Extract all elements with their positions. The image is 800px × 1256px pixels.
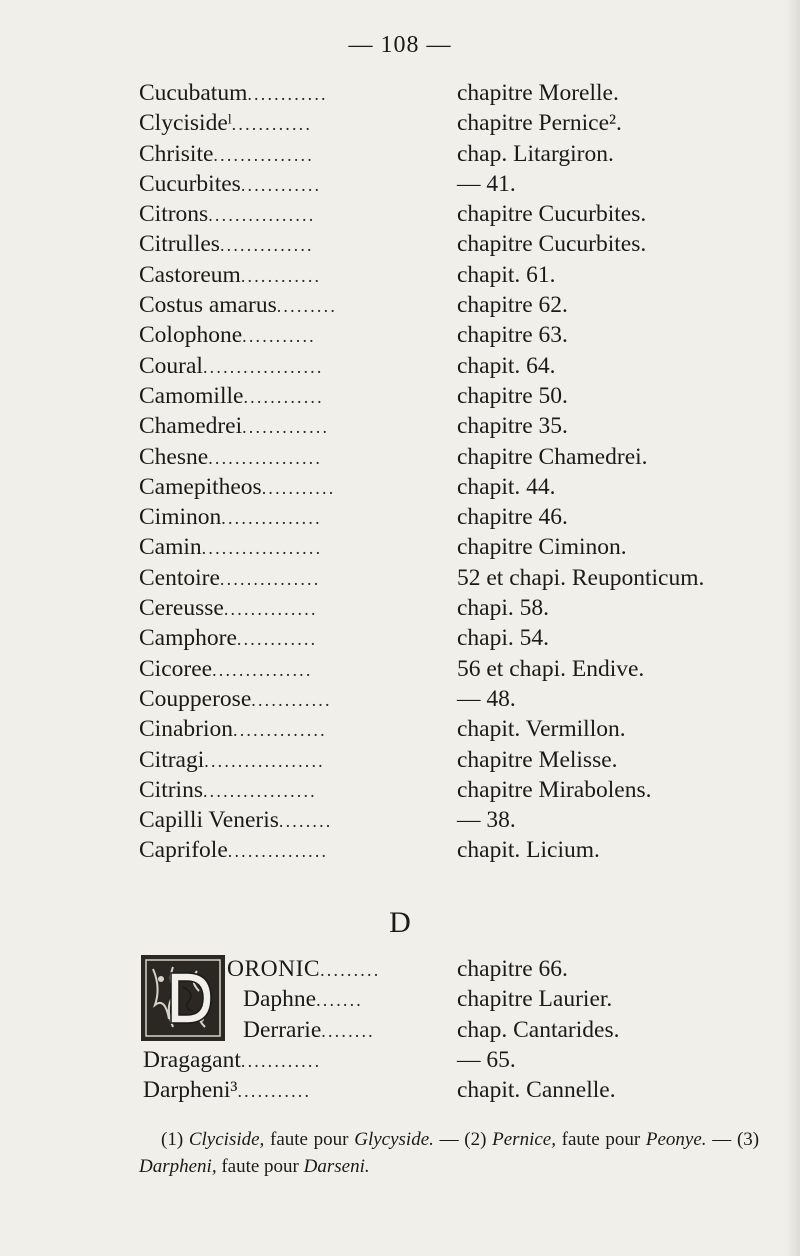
- index-reference: 52 et chapi. Reuponticum.: [457, 564, 705, 591]
- index-term: Citrulles: [139, 231, 220, 258]
- index-term: Camomille: [139, 382, 244, 409]
- index-term: Citragi: [139, 746, 205, 773]
- leader-dots: ............: [240, 1050, 322, 1071]
- index-entry: [139, 807, 779, 837]
- index-term: Coupperose: [139, 685, 252, 712]
- index-reference: chapitre Pernice².: [457, 110, 622, 137]
- index-reference: — 65.: [457, 1046, 516, 1073]
- index-entry: [139, 80, 779, 110]
- index-entry: [139, 322, 779, 352]
- footnote-1-term: Clyciside,: [188, 1129, 265, 1150]
- index-entry: [139, 565, 779, 595]
- index-reference: chapitre 50.: [457, 382, 568, 409]
- leader-dots: ...........: [261, 477, 336, 498]
- index-term: Colophone: [139, 322, 243, 349]
- index-entry: [139, 837, 779, 867]
- index-reference: chapit. Licium.: [457, 837, 600, 864]
- leader-dots: ........: [321, 1020, 375, 1041]
- leader-dots: ...........: [237, 1081, 312, 1102]
- leader-dots: ...............: [227, 841, 329, 862]
- leader-dots: ................: [208, 205, 316, 226]
- index-reference: — 41.: [457, 170, 516, 197]
- index-entry: [139, 956, 779, 986]
- index-term: Cucurbites: [139, 170, 241, 197]
- index-reference: chapitre Cucurbites.: [457, 231, 647, 258]
- leader-dots: ............: [251, 689, 332, 710]
- index-entry: [139, 747, 779, 777]
- index-reference: chapitre 66.: [457, 956, 568, 982]
- leader-dots: .................: [202, 780, 317, 801]
- index-entry: [139, 595, 779, 625]
- footnote-3-term: Darpheni,: [139, 1156, 217, 1177]
- index-entry: [139, 1017, 779, 1047]
- index-term: Chrisite: [139, 140, 214, 167]
- index-term: Clycisideˡ: [139, 110, 232, 137]
- index-entry: [139, 262, 779, 292]
- index-reference: chapit. 61.: [457, 261, 556, 288]
- index-reference: chapitre 63.: [457, 322, 568, 349]
- index-entry: [139, 986, 779, 1016]
- leader-dots: ...............: [213, 144, 314, 165]
- index-entry: [139, 1077, 779, 1107]
- index-term: Camepitheos: [139, 473, 262, 500]
- index-reference: chapitre Chamedrei.: [457, 443, 648, 470]
- leader-dots: ...........: [242, 326, 316, 347]
- index-term: Camphore: [139, 625, 237, 652]
- index-reference: chapit. Vermillon.: [457, 716, 626, 743]
- index-entry: [139, 534, 779, 564]
- index-entry: [139, 110, 779, 140]
- footnote-1-text: faute pour: [270, 1129, 349, 1150]
- index-list-d: [139, 956, 779, 1107]
- index-term: ORONIC: [227, 956, 321, 982]
- index-entry: [139, 1047, 779, 1077]
- index-entry: [139, 625, 779, 655]
- leader-dots: ...............: [219, 568, 321, 589]
- page-number: — 108 —: [348, 32, 452, 58]
- index-entry: [139, 504, 779, 534]
- index-term: Coural: [139, 352, 203, 379]
- index-reference: — 38.: [457, 807, 516, 834]
- footnote-3-correction: Darseni.: [303, 1156, 370, 1177]
- footnote-2-correction: Peonye.: [645, 1129, 707, 1150]
- index-entry: [139, 444, 779, 474]
- index-term: Cereusse: [139, 595, 224, 622]
- index-entry: [139, 201, 779, 231]
- index-reference: chap. Litargiron.: [457, 140, 614, 167]
- leader-dots: .......: [316, 990, 363, 1011]
- section-letter-heading: D: [389, 906, 411, 939]
- leader-dots: ..............: [233, 720, 327, 741]
- index-term: Ciminon: [139, 504, 222, 531]
- index-term: Citrons: [139, 201, 209, 228]
- leader-dots: ..............: [219, 235, 314, 256]
- leader-dots: .................: [208, 447, 323, 468]
- leader-dots: .............: [242, 417, 330, 438]
- index-term: Cicoree: [139, 655, 213, 682]
- index-reference: chapi. 58.: [457, 595, 550, 622]
- index-reference: chapitre Laurier.: [457, 986, 613, 1013]
- index-term: Cucubatum: [139, 80, 248, 106]
- index-term: Derrarie: [243, 1016, 322, 1043]
- leader-dots: ..................: [201, 538, 323, 559]
- footnote-2-term: Pernice,: [492, 1129, 556, 1150]
- index-entry: [139, 656, 779, 686]
- index-entry: [139, 686, 779, 716]
- page-edge-shadow: [786, 0, 800, 1256]
- leader-dots: .........: [276, 296, 338, 317]
- footnote-1-correction: Glycyside.: [354, 1129, 434, 1150]
- index-term: Chamedrei: [139, 413, 243, 440]
- index-reference: chapitre 62.: [457, 292, 568, 319]
- index-reference: chapit. Cannelle.: [457, 1077, 616, 1104]
- index-reference: chapit. 64.: [457, 352, 556, 379]
- index-reference: chapitre 35.: [457, 413, 568, 440]
- index-reference: chapitre Cucurbites.: [457, 201, 647, 228]
- index-entry: [139, 171, 779, 201]
- footnote-2-text: faute pour: [561, 1129, 641, 1150]
- index-term: Centoire: [139, 564, 220, 591]
- footnote-3-text: faute pour: [221, 1156, 299, 1177]
- index-term: Camin: [139, 534, 202, 561]
- index-entry: [139, 716, 779, 746]
- index-reference: chapitre 46.: [457, 504, 568, 531]
- index-entry: [139, 777, 779, 807]
- index-reference: — 48.: [457, 685, 516, 712]
- index-term: Cinabrion: [139, 716, 233, 743]
- leader-dots: ............: [243, 386, 324, 407]
- index-reference: chapitre Mirabolens.: [457, 776, 652, 803]
- index-entry: [139, 413, 779, 443]
- leader-dots: ..................: [202, 356, 324, 377]
- leader-dots: ........: [278, 811, 333, 832]
- index-reference: chap. Cantarides.: [457, 1016, 620, 1043]
- footnote-3-marker: (3): [736, 1129, 760, 1150]
- index-entry: [139, 231, 779, 261]
- index-reference: chapitre Morelle.: [457, 80, 619, 106]
- index-term: Dragagant: [143, 1046, 241, 1073]
- leader-dots: ............: [240, 174, 322, 195]
- index-term: Daphne: [243, 986, 317, 1013]
- index-entry: [139, 292, 779, 322]
- leader-dots: ............: [247, 84, 328, 104]
- index-entry: [139, 383, 779, 413]
- leader-dots: ..................: [204, 750, 325, 771]
- index-term: Caprifole: [139, 837, 228, 864]
- leader-dots: ............: [231, 114, 313, 135]
- index-reference: chapit. 44.: [457, 473, 556, 500]
- index-term: Capilli Veneris: [139, 807, 279, 834]
- leader-dots: ..............: [223, 599, 318, 620]
- index-list-c: [139, 80, 779, 868]
- index-reference: chapi. 54.: [457, 625, 550, 652]
- index-entry: [139, 474, 779, 504]
- index-term: Chesne: [139, 443, 209, 470]
- footnote-1-marker: (1): [161, 1129, 184, 1150]
- index-reference: chapitre Melisse.: [457, 746, 618, 773]
- index-term: Castoreum: [139, 261, 241, 288]
- index-entry: [139, 141, 779, 171]
- footnote-separator: —: [712, 1129, 732, 1150]
- index-term: Costus amarus: [139, 292, 277, 319]
- index-term: Darpheni³: [143, 1077, 238, 1104]
- index-reference: chapitre Ciminon.: [457, 534, 627, 561]
- leader-dots: .........: [320, 960, 381, 980]
- leader-dots: ...............: [212, 659, 313, 680]
- index-entry: [139, 353, 779, 383]
- index-term: Citrins: [139, 776, 203, 803]
- footnotes: [139, 1126, 759, 1180]
- footnote-2-marker: (2): [464, 1129, 487, 1150]
- leader-dots: ...............: [221, 508, 322, 529]
- leader-dots: ............: [240, 265, 322, 286]
- footnote-separator: —: [439, 1129, 459, 1150]
- leader-dots: ............: [236, 629, 318, 650]
- index-reference: 56 et chapi. Endive.: [457, 655, 645, 682]
